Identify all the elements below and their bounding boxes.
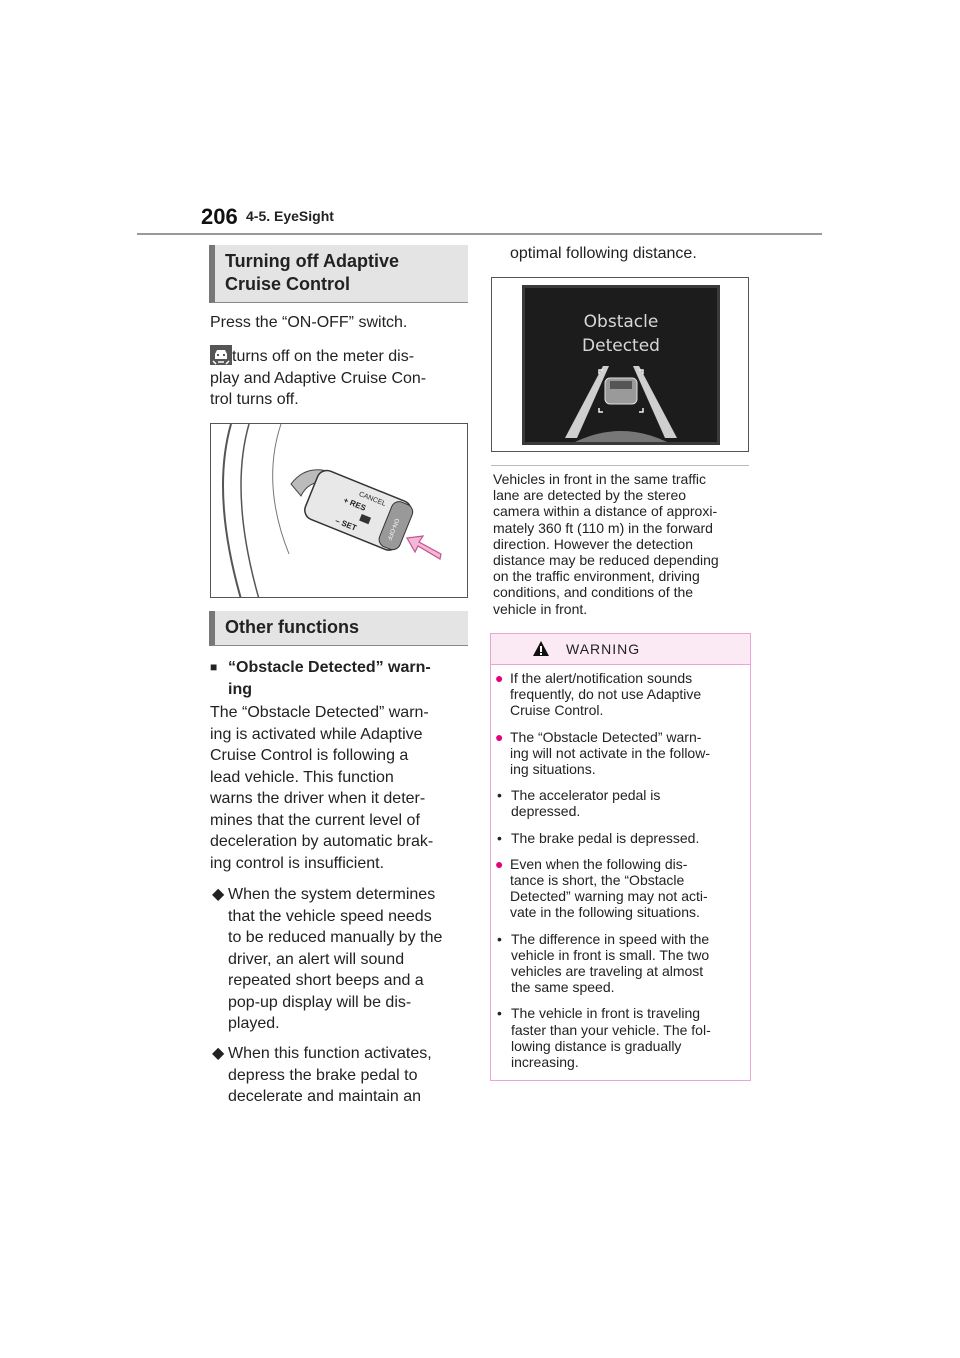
text-line: decelerate and maintain an bbox=[228, 1088, 422, 1105]
text-line: Cruise Control is following a bbox=[210, 747, 409, 764]
text-line: mines that the current level of bbox=[210, 811, 420, 829]
text-line: pop-up display will be dis- bbox=[228, 993, 412, 1011]
sub-heading-obstacle bbox=[210, 657, 431, 700]
dot-bullet-icon: • bbox=[497, 787, 502, 804]
text-line: direction. However the detection bbox=[493, 535, 693, 552]
text-line: vate in the following situations. bbox=[510, 904, 700, 921]
warning-content bbox=[495, 670, 747, 1070]
warning-sub-item bbox=[495, 830, 747, 846]
warning-sub-item bbox=[495, 1005, 747, 1070]
turns-off-text bbox=[210, 346, 470, 411]
text-line: ing is activated while Adaptive bbox=[210, 725, 423, 743]
circle-bullet-icon: ● bbox=[495, 728, 504, 745]
text-line: ing will not activate in the follow- bbox=[510, 744, 710, 761]
text-line: ing situations. bbox=[510, 761, 596, 778]
text-line: deceleration by automatic brak- bbox=[210, 833, 434, 850]
text-line: Detected bbox=[582, 336, 660, 356]
header-rule bbox=[137, 233, 822, 235]
diamond-bullet-icon: ◆ bbox=[212, 1045, 225, 1062]
square-bullet-icon: ■ bbox=[210, 660, 218, 674]
text-line: If the alert/notification sounds bbox=[510, 670, 693, 686]
text-line: turns off on the meter dis- bbox=[232, 348, 415, 365]
warning-title: WARNING bbox=[566, 641, 641, 657]
warning-header bbox=[491, 634, 750, 665]
text-line: Even when the following dis- bbox=[510, 855, 688, 872]
text-line: Vehicles in front in the same traffic bbox=[493, 471, 706, 487]
text-line: lead vehicle. This function bbox=[210, 768, 394, 786]
warning-item bbox=[495, 856, 747, 921]
text-line: Detected” warning may not acti- bbox=[510, 888, 708, 905]
text-line: driver, an alert will sound bbox=[228, 950, 405, 968]
press-switch-text: Press the “ON-OFF” switch. bbox=[210, 314, 408, 331]
text-line: play and Adaptive Cruise Con- bbox=[210, 369, 427, 387]
obstacle-paragraph bbox=[210, 702, 433, 874]
text-line: warns the driver when it deter- bbox=[210, 790, 426, 807]
warning-sub-item bbox=[495, 931, 747, 996]
warning-item bbox=[495, 670, 747, 719]
text-line: the same speed. bbox=[511, 979, 615, 996]
text-line: ing bbox=[228, 680, 252, 698]
text-line: increasing. bbox=[511, 1054, 579, 1071]
text-line: vehicle in front. bbox=[493, 600, 588, 617]
section-title: 4-5. EyeSight bbox=[246, 208, 334, 224]
caption-rule bbox=[491, 465, 749, 466]
text-line: faster than your vehicle. The fol- bbox=[511, 1021, 711, 1038]
dot-bullet-icon: • bbox=[497, 829, 502, 846]
dot-bullet-icon: • bbox=[497, 930, 502, 947]
obstacle-display-figure bbox=[491, 277, 749, 452]
text-line: repeated short beeps and a bbox=[228, 972, 424, 989]
text-line: The difference in speed with the bbox=[511, 930, 710, 947]
circle-bullet-icon: ● bbox=[495, 670, 504, 686]
text-line: “Obstacle Detected” warn- bbox=[228, 659, 431, 676]
text-line: trol turns off. bbox=[210, 391, 299, 408]
text-line: depress the brake pedal to bbox=[228, 1066, 418, 1084]
page-number: 206 bbox=[201, 204, 238, 229]
text-line: to be reduced manually by the bbox=[228, 929, 443, 946]
bullet-item bbox=[212, 1043, 432, 1108]
bullet-item bbox=[212, 884, 442, 1035]
text-line: lowing distance is gradually bbox=[511, 1037, 682, 1054]
figure-caption bbox=[493, 471, 719, 617]
heading-turning-off bbox=[209, 245, 468, 303]
text-line: camera within a distance of approxi- bbox=[493, 503, 718, 520]
text-line: The accelerator pedal is bbox=[511, 787, 661, 804]
text-line: The “Obstacle Detected” warn- bbox=[510, 728, 702, 745]
text-line: depressed. bbox=[511, 803, 581, 820]
cancel-label: CANCEL bbox=[357, 490, 387, 508]
text-line: played. bbox=[228, 1015, 280, 1032]
onoff-label: ON-OFF bbox=[385, 517, 400, 541]
text-line: that the vehicle speed needs bbox=[228, 907, 432, 925]
text-line: vehicles are traveling at almost bbox=[511, 963, 704, 980]
set-label: – SET bbox=[333, 515, 358, 533]
text-line: The brake pedal is depressed. bbox=[511, 829, 700, 846]
circle-bullet-icon: ● bbox=[495, 855, 504, 872]
meter-display bbox=[522, 285, 720, 445]
warning-sub-item bbox=[495, 787, 747, 819]
text-line: The “Obstacle Detected” warn- bbox=[210, 704, 429, 721]
dot-bullet-icon: • bbox=[497, 1005, 502, 1022]
text-line: ing control is insufficient. bbox=[210, 854, 385, 872]
text-line: vehicle in front is small. The two bbox=[511, 946, 710, 963]
text-line: The vehicle in front is traveling bbox=[511, 1005, 701, 1022]
text-line: Obstacle bbox=[583, 312, 659, 332]
warning-triangle-icon bbox=[532, 640, 550, 657]
heading-other-functions: Other functions bbox=[209, 611, 468, 646]
text-line: on the traffic environment, driving bbox=[493, 568, 700, 585]
text-line: When the system determines bbox=[228, 886, 436, 903]
text-line: tance is short, the “Obstacle bbox=[510, 872, 685, 889]
text-line: frequently, do not use Adaptive bbox=[510, 686, 702, 703]
continued-text: optimal following distance. bbox=[510, 245, 697, 262]
heading-line: Cruise Control bbox=[225, 274, 351, 294]
res-label: + RES bbox=[342, 495, 368, 513]
text-line: distance may be reduced depending bbox=[493, 552, 719, 569]
diamond-bullet-icon: ◆ bbox=[212, 886, 225, 903]
text-line: conditions, and conditions of the bbox=[493, 584, 694, 601]
text-line: When this function activates, bbox=[228, 1045, 432, 1062]
cruise-switch-illustration bbox=[210, 423, 468, 598]
text-line: mately 360 ft (110 m) in the forward bbox=[493, 519, 713, 536]
text-line: Cruise Control. bbox=[510, 702, 604, 719]
warning-item bbox=[495, 729, 747, 778]
text-line: lane are detected by the stereo bbox=[493, 487, 687, 504]
heading-line: Turning off Adaptive bbox=[225, 251, 399, 271]
road-graphic bbox=[525, 288, 717, 442]
